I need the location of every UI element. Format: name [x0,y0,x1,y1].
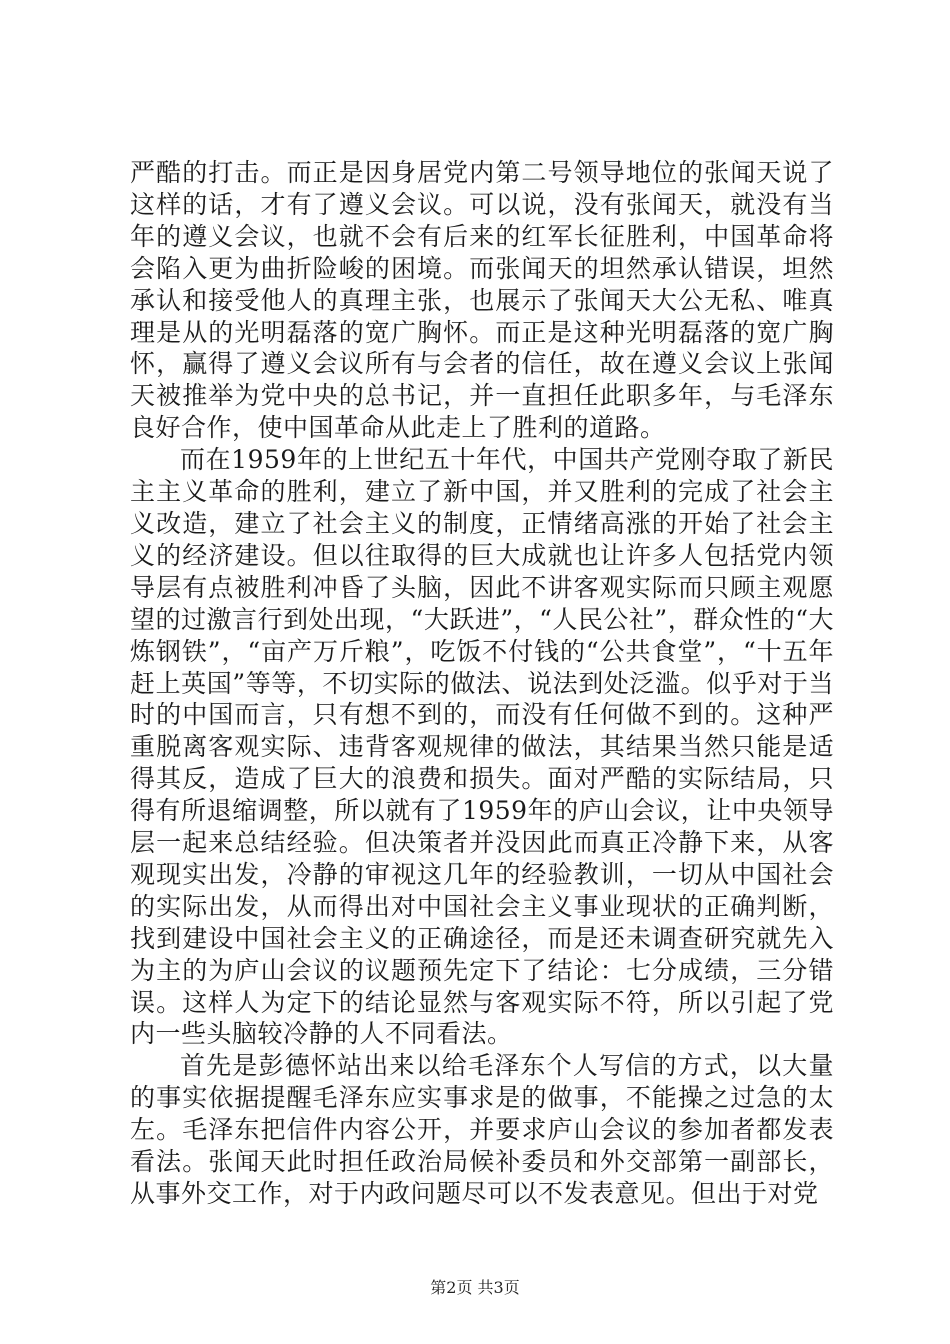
paragraph-lushan-background: 而在1959年的上世纪五十年代，中国共产党刚夺取了新民主主义革命的胜利，建立了新中国，并又胜利的完成了社会主义改造，建立了社会主义的制度，正情绪高涨的开始了社会主义的经济建设。但以往取得的巨大成就也让许多人包括党内领导层有点被胜利冲昏了头脑，因此不讲客观实际而只顾主观愿望的过激言行到处出现，“大跃进”，“人民公社”，群众性的“大炼钢铁”，“亩产万斤粮”，吃饭不付钱的“公共食堂”，“十五年赶上英国”等等，不切实际的做法、说法到处泛滥。似乎对于当时的中国而言，只有想不到的，而没有任何做不到的。这种严重脱离客观实际、违背客观规律的做法，其结果当然只能是适得其反，造成了巨大的浪费和损失。面对严酷的实际结局，只得有所退缩调整，所以就有了1959年的庐山会议，让中央领导层一起来总结经验。但决策者并没因此而真正冷静下来，从客观现实出发，冷静的审视这几年的经验教训，一切从中国社会的实际出发，从而得出对中国社会主义事业现状的正确判断，找到建设中国社会主义的正确途径，而是还未调查研究就先入为主的为庐山会议的议题预先定下了结论：七分成绩，三分错误。这样人为定下的结论显然与客观实际不符，所以引起了党内一些头脑较冷静的人不同看法。 [130,445,834,1049]
page-footer: 第2页 共3页 [430,1278,520,1297]
paragraph-peng-dehuai-letter: 首先是彭德怀站出来以给毛泽东个人写信的方式，以大量的事实依据提醒毛泽东应实事求是的做事，不能操之过急的太左。毛泽东把信件内容公开，并要求庐山会议的参加者都发表看法。张闻天此时担任政治局候补委员和外交部第一副部长，从事外交工作，对于内政问题尽可以不发表意见。但出于对党 [130,1051,834,1208]
paragraph-zunyi-conference: 严酷的打击。而正是因身居党内第二号领导地位的张闻天说了这样的话，才有了遵义会议。可以说，没有张闻天，就没有当年的遵义会议，也就不会有后来的红军长征胜利，中国革命将会陷入更为曲折险峻的困境。而张闻天的坦然承认错误，坦然承认和接受他人的真理主张，也展示了张闻天大公无私、唯真理是从的光明磊落的宽广胸怀。而正是这种光明磊落的宽广胸怀，赢得了遵义会议所有与会者的信任，故在遵义会议上张闻天被推举为党中央的总书记，并一直担任此职多年，与毛泽东良好合作，使中国革命从此走上了胜利的道路。 [130,158,834,443]
document-body [130,157,834,1210]
